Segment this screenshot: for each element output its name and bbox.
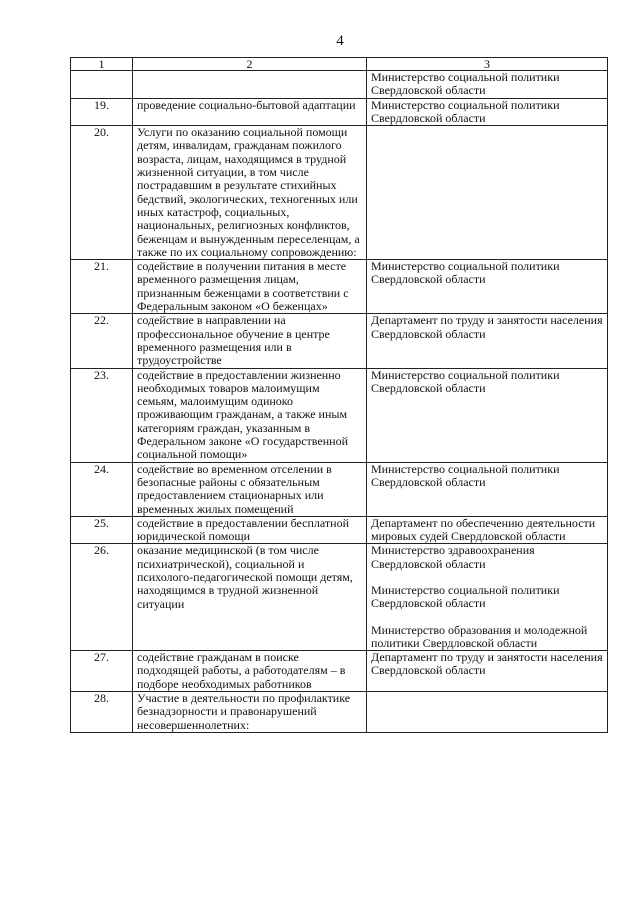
services-table [70, 57, 608, 733]
row-number: 21. [71, 260, 133, 314]
service-description: содействие в предоставлении жизненно необходимых товаров малоимущим семьям, малоимущим одиноко проживающим гражданам, а также иным категориям граждан, указанным в Федеральном законе «О государственной социальной помощи» [133, 368, 367, 462]
responsible-organization [367, 126, 608, 260]
responsible-organization [367, 651, 608, 692]
table-row [71, 544, 608, 651]
organization-name: Департамент по труду и занятости населения Свердловской области [371, 313, 603, 341]
responsible-organization [367, 516, 608, 544]
table-row [71, 516, 608, 544]
table-row [71, 462, 608, 516]
service-description: Участие в деятельности по профилактике безнадзорности и правонарушений несовершеннолетних: [133, 692, 367, 733]
service-description: проведение социально-бытовой адаптации [133, 98, 367, 126]
service-description: содействие в получении питания в месте временного размещения лицам, признанным беженцами в соответствии с Федеральным законом «О беженцах» [133, 260, 367, 314]
table-row [71, 692, 608, 733]
table-row [71, 98, 608, 126]
table-body [71, 71, 608, 733]
table-row [71, 368, 608, 462]
organization-name: Министерство социальной политики Свердловской области [371, 582, 560, 611]
responsible-organization [367, 368, 608, 462]
row-number: 24. [71, 462, 133, 516]
table-row [71, 126, 608, 260]
row-number: 27. [71, 651, 133, 692]
row-number: 22. [71, 314, 133, 368]
responsible-organization [367, 98, 608, 126]
row-number: 19. [71, 98, 133, 126]
table-row [71, 651, 608, 692]
row-number: 26. [71, 544, 133, 651]
organization-name: Департамент по обеспечению деятельности мировых судей Свердловской области [371, 515, 596, 544]
responsible-organization [367, 314, 608, 368]
table-row [71, 314, 608, 368]
organization-name: Министерство социальной политики Свердловской области [371, 259, 560, 287]
row-number: 28. [71, 692, 133, 733]
organization-name: Департамент по труду и занятости населения Свердловской области [371, 650, 603, 678]
service-description: содействие в предоставлении бесплатной юридической помощи [133, 516, 367, 544]
organization-name: Министерство здравоохранения Свердловской области [371, 543, 535, 571]
table-row [71, 260, 608, 314]
service-description [133, 71, 367, 99]
service-description: оказание медицинской (в том числе психиатрической), социальной и психолого-педагогической помощи детям, находящимся в трудной жизненной ситуации [133, 544, 367, 651]
organization-name: Министерство социальной политики Свердловской области [371, 70, 560, 98]
organization-name: Министерство образования и молодежной политики Свердловской области [371, 622, 588, 650]
responsible-organization [367, 260, 608, 314]
organization-name: Министерство социальной политики Свердловской области [371, 367, 560, 395]
responsible-organization [367, 462, 608, 516]
responsible-organization [367, 692, 608, 733]
page-number: 4 [336, 33, 344, 49]
table-header-row [71, 58, 608, 71]
service-description: содействие в направлении на профессиональное обучение в центре временного размещения или в трудоустройстве [133, 314, 367, 368]
row-number [71, 71, 133, 99]
row-number: 20. [71, 126, 133, 260]
service-description: содействие во временном отселении в безопасные районы с обязательным предоставлением стационарных или временных жилых помещений [133, 462, 367, 516]
organization-name: Министерство социальной политики Свердловской области [371, 97, 560, 125]
row-number: 25. [71, 516, 133, 544]
responsible-organization [367, 71, 608, 99]
service-description: Услуги по оказанию социальной помощи детям, инвалидам, гражданам пожилого возраста, лицам, находящимся в трудной жизненной ситуации, в том числе пострадавшим в результате стихийных бедствий, экологических, техногенных или иных катастроф, социальных, национальных, религиозных конфликтов, беженцам и вынужденным переселенцам, а также по их социальному сопровождению: [133, 126, 367, 260]
column-header-3: 3 [367, 58, 608, 71]
responsible-organization [367, 544, 608, 651]
row-number: 23. [71, 368, 133, 462]
organization-name: Министерство социальной политики Свердловской области [371, 461, 560, 489]
service-description: содействие гражданам в поиске подходящей работы, а работодателям – в подборе необходимых работников [133, 651, 367, 692]
column-header-1: 1 [71, 58, 133, 71]
table-row [71, 71, 608, 99]
column-header-2: 2 [133, 58, 367, 71]
